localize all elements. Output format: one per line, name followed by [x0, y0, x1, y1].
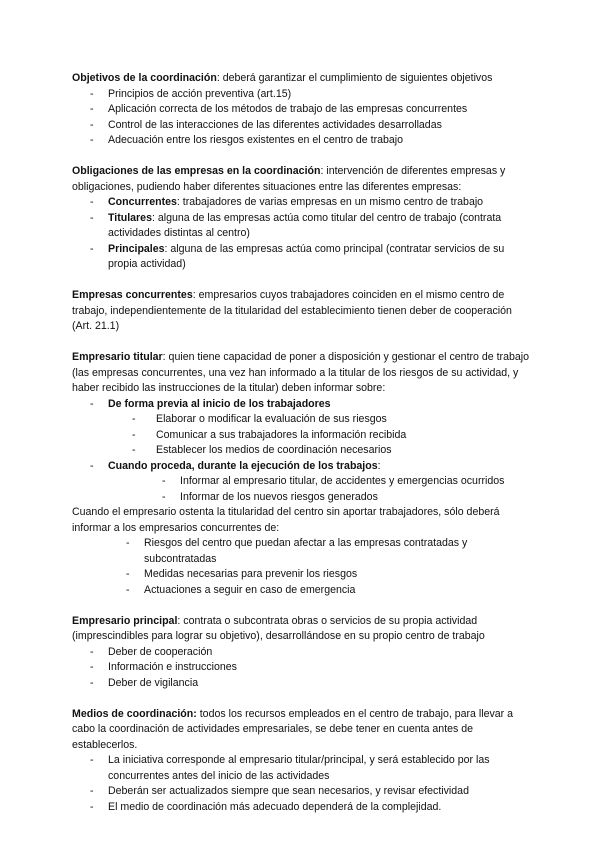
list-item: - La iniciativa corresponde al empresario titular/principal, y será establecido por las concurrentes antes del inicio de las actividades: [72, 753, 532, 784]
principal-paragraph: [72, 614, 532, 645]
item-term: Titulares: [108, 211, 152, 224]
list-item: - Comunicar a sus trabajadores la información recibida: [72, 428, 532, 444]
item-text: : alguna de las empresas actúa como principal (contratar servicios de su propia actividad): [108, 242, 505, 270]
list-item: - Establecer los medios de coordinación necesarios: [72, 443, 532, 459]
item-text: : alguna de las empresas actúa como titular del centro de trabajo (contrata actividades distintas al centro): [108, 211, 502, 239]
list-item: - Informar de los nuevos riesgos generados: [72, 490, 532, 506]
list-item: [72, 459, 532, 475]
obligaciones-list: [72, 195, 532, 273]
objetivos-paragraph: [72, 71, 532, 87]
list-item: [72, 242, 532, 273]
list-item: - Información e instrucciones: [72, 660, 532, 676]
concurrentes-text: : empresarios cuyos trabajadores coinciden en el mismo centro de trabajo, independientemente de la titularidad del establecimiento tienen deber de cooperación (Art. 21.1): [72, 289, 512, 332]
principal-intro: : contrata o subcontrata obras o servicios de su propia actividad (imprescindibles para lograr su objetivo), desarrollándose en su propio centro de trabajo: [72, 614, 485, 642]
section-obligaciones: [72, 164, 532, 273]
list-item: - Informar al empresario titular, de accidentes y emergencias ocurridos: [72, 474, 532, 490]
durante-sublist: [72, 474, 532, 505]
concurrentes-heading: Empresas concurrentes: [72, 289, 193, 301]
list-item: - El medio de coordinación más adecuado dependerá de la complejidad.: [72, 800, 532, 816]
list-item: - Actuaciones a seguir en caso de emergencia: [72, 583, 532, 599]
titular-list-2: [72, 459, 532, 475]
list-item: - Deberán ser actualizados siempre que sean necesarios, y revisar efectividad: [72, 784, 532, 800]
medios-heading: Medios de coordinación:: [72, 707, 197, 720]
titular-list: [72, 397, 532, 413]
item-term: Principales: [108, 242, 165, 255]
list-item: - Elaborar o modificar la evaluación de sus riesgos: [72, 412, 532, 428]
list-item: - Riesgos del centro que puedan afectar a las empresas contratadas y subcontratadas: [72, 536, 532, 567]
previa-sublist: [72, 412, 532, 459]
section-objetivos: [72, 71, 532, 149]
list-item: - Medidas necesarias para prevenir los riesgos: [72, 567, 532, 583]
objetivos-heading: Objetivos de la coordinación: [72, 72, 217, 84]
objetivos-list: [72, 87, 532, 149]
list-item: - Principios de acción preventiva (art.15): [72, 87, 532, 103]
medios-list: [72, 753, 532, 815]
list-item: - Deber de cooperación: [72, 645, 532, 661]
section-titular: [72, 350, 532, 598]
obligaciones-paragraph: [72, 164, 532, 195]
list-item: [72, 195, 532, 211]
document-page: [72, 71, 532, 815]
concurrentes-paragraph: [72, 288, 532, 335]
previa-label: De forma previa al inicio de los trabajadores: [108, 397, 331, 410]
titular-heading: Empresario titular: [72, 351, 163, 363]
list-item: - Aplicación correcta de los métodos de trabajo de las empresas concurrentes: [72, 102, 532, 118]
list-item: [72, 397, 532, 413]
section-principal: [72, 614, 532, 692]
titular-intro: : quien tiene capacidad de poner a disposición y gestionar el centro de trabajo (las empresas concurrentes, una vez han informado a la titular de los riesgos de su actividad, y haber recibido las instrucciones de la titular) deben informar sobre:: [72, 351, 529, 394]
section-concurrentes: [72, 288, 532, 335]
list-item: - Control de las interacciones de las diferentes actividades desarrolladas: [72, 118, 532, 134]
principal-heading: Empresario principal: [72, 614, 178, 627]
sin-trabajadores-list: [72, 536, 532, 598]
objetivos-intro: : deberá garantizar el cumplimiento de siguientes objetivos: [216, 72, 493, 84]
list-item: - Deber de vigilancia: [72, 676, 532, 692]
medios-intro: todos los recursos empleados en el centro de trabajo, para llevar a cabo la coordinación de actividades empresariales, se debe tener en cuenta antes de establecerlos.: [72, 707, 514, 751]
list-item: - Adecuación entre los riesgos existentes en el centro de trabajo: [72, 133, 532, 149]
durante-suffix: :: [377, 459, 381, 472]
section-medios: [72, 707, 532, 816]
durante-label: Cuando proceda, durante la ejecución de los trabajos: [108, 459, 378, 472]
item-text: : trabajadores de varias empresas en un mismo centro de trabajo: [176, 196, 484, 208]
list-item: [72, 211, 532, 242]
item-term: Concurrentes: [108, 196, 177, 208]
obligaciones-heading: Obligaciones de las empresas en la coordinación: [72, 165, 321, 177]
medios-paragraph: [72, 707, 532, 754]
sin-trabajadores-paragraph: Cuando el empresario ostenta la titularidad del centro sin aportar trabajadores, sólo deberá informar a los empresarios concurrentes de:: [72, 506, 500, 534]
obligaciones-intro: : intervención de diferentes empresas y obligaciones, pudiendo haber diferentes situaciones entre las diferentes empresas:: [72, 165, 506, 193]
titular-paragraph: [72, 350, 532, 397]
principal-list: [72, 645, 532, 692]
